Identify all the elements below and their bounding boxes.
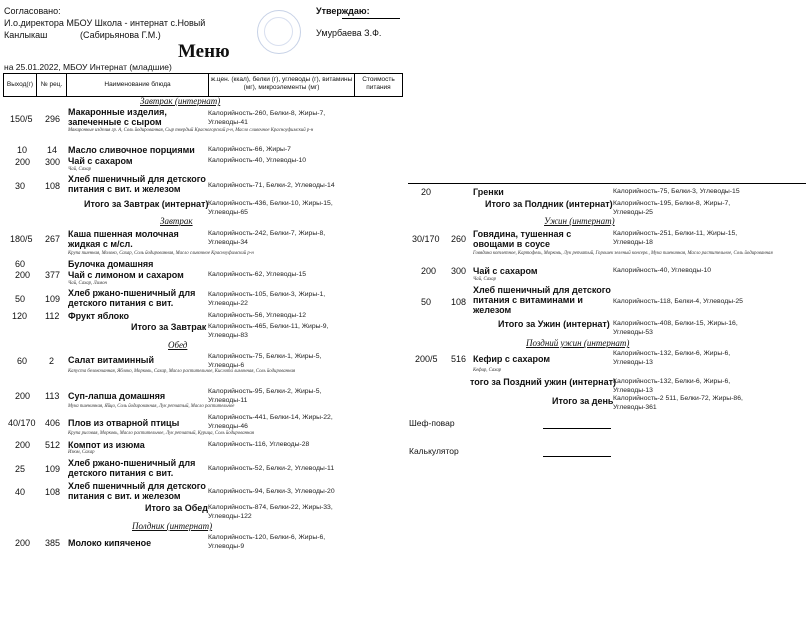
total-breakfast-boarding: Итого за Завтрак (интернат) bbox=[84, 199, 209, 209]
total-lunch: Итого за Обед bbox=[145, 503, 209, 513]
total-nutrition: Калорийность-874, Белки-22, Жиры-33, Углеводы-122 bbox=[208, 504, 333, 520]
output: 10 bbox=[17, 145, 28, 155]
dish-name: Компот из изюма bbox=[68, 440, 145, 450]
dish-name: Салат витаминный bbox=[68, 355, 155, 365]
recipe-number: 516 bbox=[451, 354, 467, 364]
recipe-number: 300 bbox=[451, 266, 467, 276]
recipe-number: 112 bbox=[45, 311, 60, 321]
recipe-number: 385 bbox=[45, 538, 61, 548]
total-late-dinner: того за Поздний ужин (интернат) bbox=[470, 377, 616, 387]
dish-nutrition: Калорийность-52, Белки-2, Углеводы-11 bbox=[208, 465, 335, 472]
recipe-number: 512 bbox=[45, 440, 61, 450]
col-output: Выход(г) bbox=[6, 81, 34, 88]
output: 40 bbox=[15, 487, 26, 497]
dish-nutrition: Калорийность-120, Белки-6, Жиры-6, Углеводы-9 bbox=[208, 534, 326, 550]
output: 50 bbox=[15, 294, 26, 304]
dish-name: Булочка домашняя bbox=[68, 259, 154, 269]
signature-line bbox=[342, 18, 400, 19]
section-breakfast-boarding: Завтрак (интернат) bbox=[140, 96, 221, 106]
dish-name: Каша пшенная молочная жидкая с м/сл. bbox=[68, 229, 179, 249]
dish-name: Суп-лапша домашняя bbox=[68, 391, 166, 401]
dish-name: Чай с сахаром bbox=[473, 266, 538, 276]
recipe-number: 113 bbox=[45, 391, 60, 401]
dish-composition: Чай, Сахар, Лимон bbox=[68, 281, 107, 286]
dish-composition: Говядина котлетное, Картофель, Морковь, Лук репчатый, Горошек зеленый консерв., Мука пшеничная, Масло растительное, Соль йодированная bbox=[473, 251, 773, 256]
output: 40/170 bbox=[8, 418, 36, 428]
dish-name: Чай с лимоном и сахаром bbox=[68, 270, 184, 280]
dish-name: Молоко кипяченое bbox=[68, 538, 152, 548]
director-name: Умурбаева З.Ф. bbox=[316, 28, 382, 38]
dish-name: Фрукт яблоко bbox=[68, 311, 130, 321]
dish-composition: Чай, Сахар bbox=[473, 277, 496, 282]
dish-composition: Изюм, Сахар bbox=[68, 450, 95, 455]
dish-composition: Мука пшеничная, Яйцо, Соль йодированная, Лук репчатый, Масло растительное bbox=[68, 404, 235, 409]
dish-nutrition: Калорийность-40, Углеводы-10 bbox=[208, 157, 307, 164]
output: 200 bbox=[15, 391, 31, 401]
dish-nutrition: Калорийность-56, Углеводы-12 bbox=[208, 312, 307, 319]
dish-name: Хлеб пшеничный для детского питания с вит. и железом bbox=[68, 174, 206, 194]
recipe-number: 108 bbox=[451, 297, 467, 307]
menu-date: на 25.01.2022, МБОУ Интернат (младшие) bbox=[4, 62, 172, 72]
approver-location: Канлыкаш bbox=[4, 30, 48, 40]
col-nutrition: ж.цен. (ккал), белки (г), углеводы (г), витамины (мг), микроэлементы (мг) bbox=[210, 76, 353, 91]
output: 50 bbox=[421, 297, 432, 307]
table-top-line bbox=[408, 183, 806, 184]
dish-nutrition: Калорийность-132, Белки-6, Жиры-6, Углеводы-13 bbox=[613, 350, 731, 366]
dish-nutrition: Калорийность-95, Белки-2, Жиры-5, Углеводы-11 bbox=[208, 388, 322, 404]
col-dish-name: Наименование блюда bbox=[104, 81, 171, 88]
total-dinner-boarding: Итого за Ужин (интернат) bbox=[498, 319, 610, 329]
dish-composition: Капуста белокочанная, Яблоко, Морковь, Сахар, Масло растительное, Кислота лимонная, Соль йодированная bbox=[68, 369, 296, 374]
output: 60 bbox=[15, 259, 26, 269]
recipe-number: 296 bbox=[45, 114, 61, 124]
total-nutrition: Калорийность-436, Белки-10, Жиры-15, Углеводы-65 bbox=[208, 200, 333, 216]
section-late-dinner: Поздний ужин (интернат) bbox=[526, 338, 630, 348]
output: 20 bbox=[421, 187, 432, 197]
output: 25 bbox=[15, 464, 26, 474]
total-day: Итого за день bbox=[552, 396, 614, 406]
dish-name: Хлеб ржано-пшеничный для детского питания с вит. bbox=[68, 458, 196, 478]
dish-name: Плов из отварной птицы bbox=[68, 418, 180, 428]
output: 120 bbox=[12, 311, 28, 321]
total-nutrition: Калорийность-132, Белки-6, Жиры-6, Углеводы-13 bbox=[613, 378, 731, 394]
section-dinner-boarding: Ужин (интернат) bbox=[544, 216, 615, 226]
output: 200 bbox=[15, 270, 31, 280]
dish-composition: Чай, Сахар bbox=[68, 167, 91, 172]
dish-nutrition: Калорийность-94, Белки-3, Углеводы-20 bbox=[208, 488, 335, 495]
output: 200 bbox=[15, 538, 31, 548]
dish-name: Макаронные изделия, запеченные с сыром bbox=[68, 107, 167, 127]
seal-stamp-icon bbox=[257, 10, 301, 54]
recipe-number: 377 bbox=[45, 270, 61, 280]
output: 60 bbox=[17, 356, 28, 366]
dish-nutrition: Калорийность-242, Белки-7, Жиры-8, Углеводы-34 bbox=[208, 230, 326, 246]
total-nutrition: Калорийность-465, Белки-11, Жиры-9, Углеводы-83 bbox=[208, 323, 329, 339]
total-nutrition: Калорийность-195, Белки-8, Жиры-7, Углеводы-25 bbox=[613, 200, 731, 216]
output: 30 bbox=[15, 181, 26, 191]
output: 200 bbox=[15, 440, 31, 450]
recipe-number: 267 bbox=[45, 234, 61, 244]
dish-nutrition: Калорийность-260, Белки-8, Жиры-7, Углеводы-41 bbox=[208, 110, 326, 126]
output: 150/5 bbox=[10, 114, 33, 124]
section-snack-boarding: Полдник (интернат) bbox=[132, 521, 213, 531]
calculator-signature-line bbox=[543, 456, 611, 457]
dish-nutrition: Калорийность-116, Углеводы-28 bbox=[208, 441, 310, 448]
total-breakfast: Итого за Завтрак bbox=[131, 322, 207, 332]
chef-label: Шеф-повар bbox=[409, 418, 455, 428]
recipe-number: 108 bbox=[45, 181, 61, 191]
dish-nutrition: Калорийность-118, Белки-4, Углеводы-25 bbox=[613, 298, 743, 305]
dish-name: Чай с сахаром bbox=[68, 156, 133, 166]
dish-composition: Макаронные изделия гр. А, Соль йодированная, Сыр твердый Красногорский р-н, Масло сливочное Красноуфимский р-н bbox=[68, 128, 314, 133]
dish-composition: Крупа рисовая, Морковь, Масло растительное, Лук репчатый, Курица, Соль йодированная bbox=[68, 431, 255, 436]
dish-name: Масло сливочное порциями bbox=[68, 145, 195, 155]
dish-nutrition: Калорийность-71, Белки-2, Углеводы-14 bbox=[208, 182, 335, 189]
dish-composition: Кефир, Сахар bbox=[473, 368, 502, 373]
dish-nutrition: Калорийность-75, Белки-1, Жиры-5, Углеводы-6 bbox=[208, 353, 322, 369]
dish-nutrition: Калорийность-105, Белки-3, Жиры-1, Углеводы-22 bbox=[208, 291, 326, 307]
recipe-number: 406 bbox=[45, 418, 61, 428]
output: 200 bbox=[15, 157, 31, 167]
col-recipe: № рец. bbox=[40, 81, 63, 88]
recipe-number: 2 bbox=[49, 356, 55, 366]
dish-nutrition: Калорийность-251, Белки-11, Жиры-15, Углеводы-18 bbox=[613, 230, 738, 246]
dish-name: Хлеб пшеничный для детского питания с вит. и железом bbox=[68, 481, 206, 501]
dish-nutrition: Калорийность-62, Углеводы-15 bbox=[208, 271, 307, 278]
total-snack-boarding: Итого за Полдник (интернат) bbox=[485, 199, 613, 209]
dish-name: Гренки bbox=[473, 187, 504, 197]
section-breakfast: Завтрак bbox=[160, 216, 193, 226]
dish-nutrition: Калорийность-66, Жиры-7 bbox=[208, 146, 291, 153]
dish-name: Говядина, тушенная с овощами в соусе bbox=[473, 229, 572, 249]
confirm-label: Утверждаю: bbox=[316, 6, 370, 16]
total-nutrition: Калорийность-408, Белки-15, Жиры-16, Углеводы-53 bbox=[613, 320, 738, 336]
output: 180/5 bbox=[10, 234, 33, 244]
approved-label: Согласовано: bbox=[4, 6, 61, 16]
dish-nutrition: Калорийность-40, Углеводы-10 bbox=[613, 267, 712, 274]
dish-name: Хлеб ржано-пшеничный для детского питания с вит. bbox=[68, 288, 196, 308]
total-day-nutrition: Калорийность-2 511, Белки-72, Жиры-86, Углеводы-361 bbox=[613, 395, 743, 411]
table-header bbox=[3, 73, 403, 97]
output: 200 bbox=[421, 266, 437, 276]
recipe-number: 109 bbox=[45, 464, 61, 474]
recipe-number: 108 bbox=[45, 487, 61, 497]
dish-composition: Крупа пшенная, Молоко, Сахар, Соль йодированная, Масло сливочное Красноуфимский р-н bbox=[68, 251, 254, 256]
output: 30/170 bbox=[412, 234, 440, 244]
dish-name: Хлеб пшеничный для детского питания с витаминами и железом bbox=[473, 285, 611, 315]
recipe-number: 14 bbox=[47, 145, 58, 155]
recipe-number: 300 bbox=[45, 157, 61, 167]
chef-signature-line bbox=[543, 428, 611, 429]
dish-nutrition: Калорийность-441, Белки-14, Жиры-22, Углеводы-46 bbox=[208, 414, 333, 430]
approver-name: (Сабирьянова Г.М.) bbox=[80, 30, 161, 40]
col-cost: Стоимость питания bbox=[362, 76, 395, 91]
section-lunch: Обед bbox=[168, 340, 188, 350]
dish-nutrition: Калорийность-75, Белки-3, Углеводы-15 bbox=[613, 188, 740, 195]
calculator-label: Калькулятор bbox=[409, 446, 459, 456]
recipe-number: 260 bbox=[451, 234, 467, 244]
output: 200/5 bbox=[415, 354, 438, 364]
approver-position: И.о.директора МБОУ Школа - интернат с.Новый bbox=[4, 18, 206, 28]
page-title: Меню bbox=[178, 41, 230, 62]
dish-name: Кефир с сахаром bbox=[473, 354, 551, 364]
recipe-number: 109 bbox=[45, 294, 61, 304]
